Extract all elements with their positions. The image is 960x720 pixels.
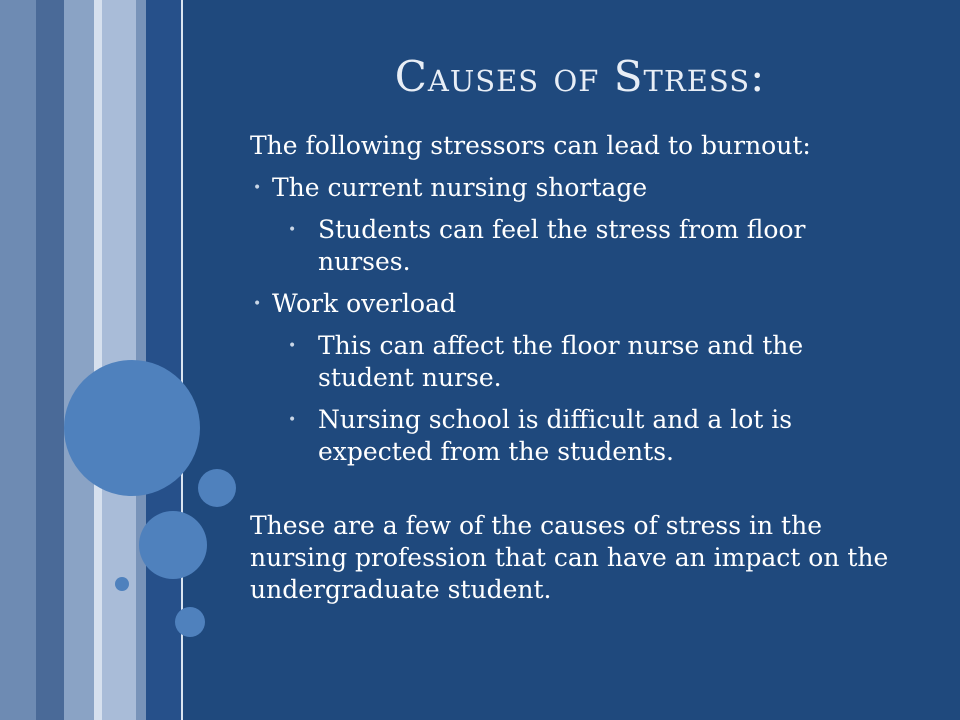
sub-bullet-text: Nursing school is difficult and a lot is expected from the students. [318,405,793,466]
bullet-item [250,172,890,204]
decorative-circle-medium [139,511,207,579]
stripe-4 [94,0,102,720]
stripe-3 [64,0,94,720]
sub-bullet-item [250,214,890,278]
bullet-dot-icon: • [253,296,262,312]
stripe-2 [36,0,64,720]
bullet-text: Work overload [272,289,456,318]
sub-bullet-text: This can affect the floor nurse and the student nurse. [318,331,804,392]
stripe-7 [146,0,182,720]
spacer [250,478,890,510]
intro-text: The following stressors can lead to burnout: [250,131,811,160]
bullet-dot-icon: • [253,180,262,196]
decorative-circle-small-1 [198,469,236,507]
bullet-text: The current nursing shortage [272,173,648,202]
slide-title: Causes of Stress: [394,52,766,101]
sub-bullet-item [250,330,890,394]
decorative-circle-small-2 [175,607,205,637]
sub-bullet-text: Students can feel the stress from floor nurses. [318,215,806,276]
conclusion-text: These are a few of the causes of stress in the nursing profession that can have an impact on the undergraduate student. [250,511,889,604]
stripe-1 [0,0,36,720]
bullet-item [250,288,890,320]
sub-bullet-item [250,404,890,468]
slide-content [250,130,890,616]
decorative-circle-large [64,360,200,496]
bullet-dot-icon: • [288,412,297,428]
bullet-dot-icon: • [288,338,297,354]
decorative-circle-dot [115,577,129,591]
bullet-dot-icon: • [288,222,297,238]
